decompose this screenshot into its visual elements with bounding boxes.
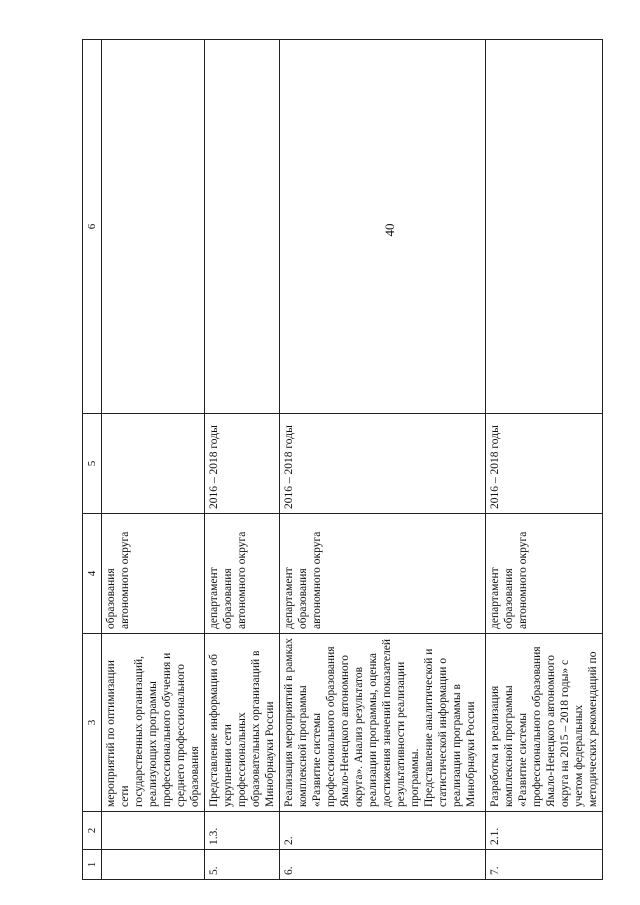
activity-cell: мероприятий по оптимизации сети государственных организаций, реализующих программы профессионального обучения и среднего профессионального образования xyxy=(102,634,205,812)
row-number-cell: 7. xyxy=(486,850,603,880)
item-code-cell xyxy=(102,812,205,850)
item-code-cell: 2.1. xyxy=(486,812,603,850)
row-number-cell: 5. xyxy=(205,850,280,880)
period-cell xyxy=(102,414,205,514)
document-table-container xyxy=(82,40,599,880)
result-cell xyxy=(102,40,205,414)
header-cell: 2 xyxy=(83,812,102,850)
page-number xyxy=(0,0,397,237)
period-cell: 2016 – 2018 годы xyxy=(205,414,280,514)
responsible-cell: образования автономного округа xyxy=(102,514,205,634)
responsible-cell: департамент образования автономного округа xyxy=(486,514,603,634)
row-number-cell xyxy=(102,850,205,880)
page-number-text: 40 xyxy=(382,223,397,237)
header-cell: 5 xyxy=(83,414,102,514)
activities-table xyxy=(82,39,603,880)
header-cell: 6 xyxy=(83,40,102,414)
period-cell: 2016 – 2018 годы xyxy=(486,414,603,514)
responsible-cell: департамент образования автономного округа xyxy=(280,514,486,634)
result-cell xyxy=(205,40,280,414)
table-header-row xyxy=(83,40,102,880)
item-code-cell: 2. xyxy=(280,812,486,850)
row-number-cell: 6. xyxy=(280,850,486,880)
responsible-cell: департамент образования автономного округа xyxy=(205,514,280,634)
activity-cell: Представление информации об укрупнении сети профессиональных образовательных организаций в Минобрнауки России xyxy=(205,634,280,812)
activity-cell: Разработка и реализация комплексной программы «Развитие системы профессионального образования Ямало-Ненецкого автономного округа на 2015 – 2018 годы» с учетом федеральных методических рекомендаций по xyxy=(486,634,603,812)
table-row xyxy=(280,40,486,880)
result-cell xyxy=(486,40,603,414)
header-cell: 3 xyxy=(83,634,102,812)
period-cell: 2016 – 2018 годы xyxy=(280,414,486,514)
table-row xyxy=(486,40,603,880)
result-cell xyxy=(280,40,486,414)
activity-cell: Реализация мероприятий в рамках комплексной программы «Развитие системы профессионального образования Ямало-Ненецкого автономного округа». Анализ результатов реализации программы, оценка достижения значений показателей результативности реализации программы. Представление аналитической и статистической информации о реализации программы в Минобрнауки России xyxy=(280,634,486,812)
header-cell: 1 xyxy=(83,850,102,880)
table-row xyxy=(102,40,205,880)
item-code-cell: 1.3. xyxy=(205,812,280,850)
table-row xyxy=(205,40,280,880)
header-cell: 4 xyxy=(83,514,102,634)
